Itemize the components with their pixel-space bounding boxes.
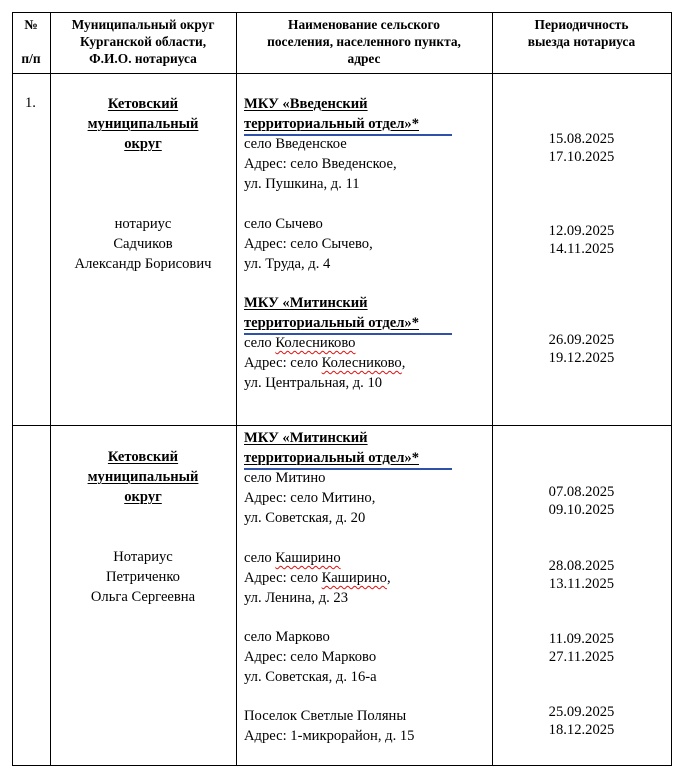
settlement-entry: село Колесниково Адрес: село Колесниково, ул. Центральная, д. 10 (244, 335, 406, 391)
territorial-office: МКУ «Митинский территориальный отдел»* (244, 295, 419, 331)
table-right-border (671, 12, 672, 766)
header-bottom-border (12, 73, 672, 74)
settlement-entry: Поселок Светлые Поляны Адрес: 1-микрорайон, д. 15 (244, 708, 415, 744)
visit-dates: 11.09.2025 27.11.2025 (548, 631, 615, 665)
district-name: Кетовский муниципальный округ (87, 96, 199, 152)
notary-name: Нотариус Петриченко Ольга Сергеевна (90, 549, 196, 605)
header-frequency: Периодичность выезда нотариуса (527, 17, 636, 49)
visit-dates: 15.08.2025 17.10.2025 (548, 131, 615, 165)
notary-name: нотариус Садчиков Александр Борисович (74, 216, 212, 272)
visit-dates: 25.09.2025 18.12.2025 (548, 704, 615, 738)
visit-dates: 07.08.2025 09.10.2025 (548, 484, 615, 518)
visit-dates: 28.08.2025 13.11.2025 (548, 558, 615, 592)
settlement-entry: село Марково Адрес: село Марково ул. Советская, д. 16-а (244, 629, 377, 685)
col-divider-2 (236, 12, 237, 766)
header-district: Муниципальный округ Курганской области, Ф.И.О. нотариуса (71, 17, 215, 66)
row-number: 1. (25, 95, 36, 111)
settlement-entry: село Каширино Адрес: село Каширино, ул. Ленина, д. 23 (244, 550, 391, 606)
settlement-entry: село Митино Адрес: село Митино, ул. Советская, д. 20 (244, 470, 376, 526)
district-name: Кетовский муниципальный округ (87, 449, 199, 505)
settlement-entry: село Сычево Адрес: село Сычево, ул. Труда, д. 4 (244, 216, 373, 272)
visit-dates: 12.09.2025 14.11.2025 (548, 223, 615, 257)
visit-dates: 26.09.2025 19.12.2025 (548, 332, 615, 366)
table-left-border (12, 12, 13, 766)
table-bottom-border (12, 765, 672, 766)
header-settlement: Наименование сельского поселения, населенного пункта, адрес (267, 17, 461, 66)
territorial-office: МКУ «Введенский территориальный отдел»* (244, 96, 419, 132)
territorial-office: МКУ «Митинский территориальный отдел»* (244, 430, 419, 466)
row1-bottom-border (12, 425, 672, 426)
settlement-entry: село Введенское Адрес: село Введенское, ул. Пушкина, д. 11 (244, 136, 397, 192)
header-num: № п/п (21, 17, 41, 66)
table-top-border (12, 12, 672, 13)
